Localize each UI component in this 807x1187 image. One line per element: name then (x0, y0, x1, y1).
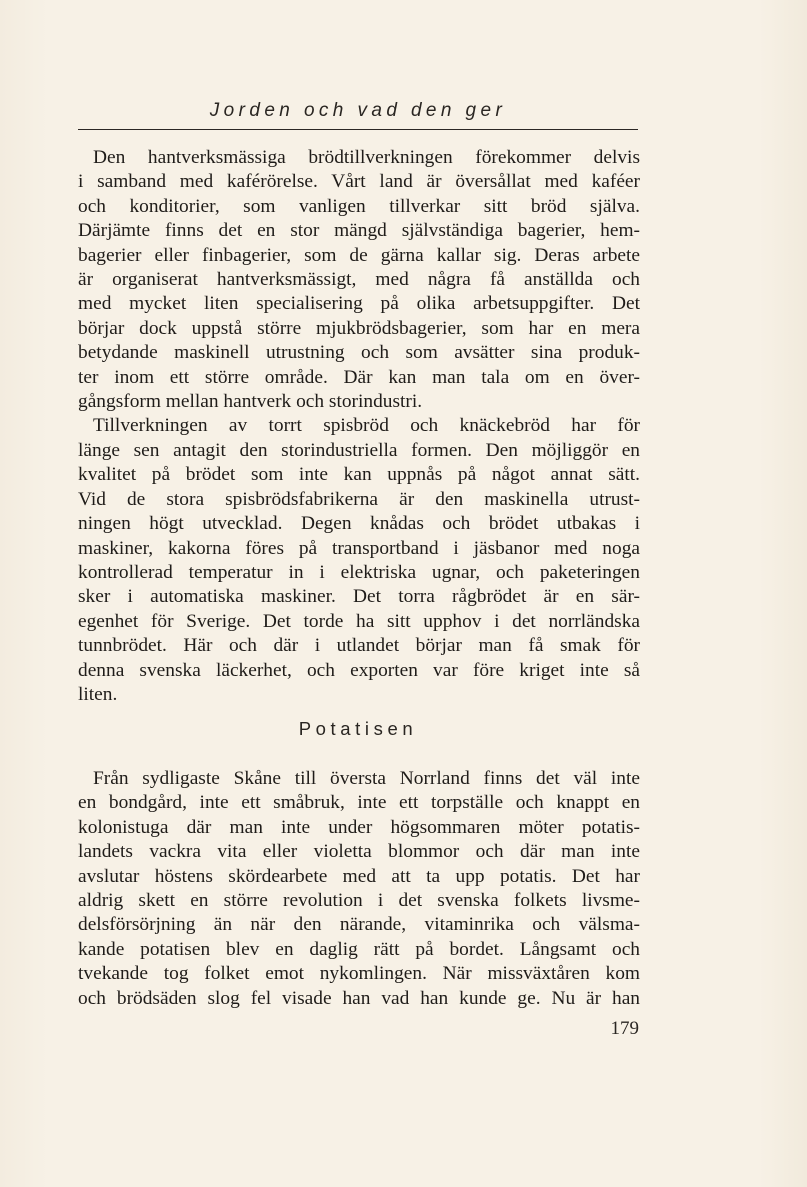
text-line: och konditorier, som vanligen tillverkar sitt bröd själva. (78, 195, 640, 217)
paragraph-bread (78, 146, 640, 707)
header-rule (78, 129, 638, 130)
paragraph-potatoes (78, 767, 640, 1011)
text-line: och brödsäden slog fel visade han vad han kunde ge. Nu är han (78, 987, 640, 1009)
text-line: sker i automatiska maskiner. Det torra rågbrödet är en sär- (78, 586, 640, 608)
text-line: i samband med kaférörelse. Vårt land är översållat med kaféer (78, 171, 640, 193)
text-line: Den hantverksmässiga brödtillverkningen förekommer delvis (93, 147, 640, 168)
text-line: Tillverkningen av torrt spisbröd och knäckebröd har för (93, 415, 640, 437)
text-line: börjar dock uppstå större mjukbrödsbagerier, som har en mera (78, 317, 640, 339)
text-line: ningen högt utvecklad. Degen knådas och brödet utbakas i (78, 513, 640, 535)
text-line: ter inom ett större område. Där kan man tala om en över- (78, 366, 640, 388)
text-line: tvekande tog folket emot nykomlingen. När missväxtåren kom (78, 963, 640, 985)
text-line: kvalitet på brödet som inte kan uppnås på något annat sätt. (78, 464, 640, 486)
text-line: kontrollerad temperatur in i elektriska ugnar, och paketeringen (78, 561, 640, 583)
text-line: är organiserat hantverksmässigt, med några få anställda och (78, 269, 640, 291)
text-line: Vid de stora spisbrödsfabrikerna är den maskinella utrust- (78, 488, 640, 510)
text-line: landets vackra vita eller violetta blommor och där man inte (78, 841, 640, 863)
running-head: Jorden och vad den ger (209, 100, 507, 121)
text-line: egenhet för Sverige. Det torde ha sitt upphov i det norrländska (78, 610, 640, 632)
text-line: en bondgård, inte ett småbruk, inte ett torpställe och knappt en (78, 792, 640, 814)
text-line: bagerier eller finbagerier, som de gärna kallar sig. Deras arbete (78, 244, 640, 266)
page-number: 179 (610, 1018, 639, 1039)
section-heading: Potatisen (298, 718, 418, 739)
text-line: Från sydligaste Skåne till översta Norrland finns det väl inte (93, 768, 640, 789)
text-line: tunnbrödet. Här och där i utlandet börjar man få smak för (78, 635, 640, 657)
text-line: kolonistuga där man inte under högsommaren möter potatis- (78, 816, 640, 838)
text-line: aldrig skett en större revolution i det svenska folkets livsme- (78, 890, 640, 912)
text-line: länge sen antagit den storindustriella formen. Den möjliggör en (78, 439, 640, 461)
text-line: gångsform mellan hantverk och storindustri. (78, 391, 423, 413)
text-line: avslutar höstens skördearbete med att ta upp potatis. Det har (78, 865, 640, 887)
text-line: Därjämte finns det en stor mängd självständiga bagerier, hem- (78, 220, 640, 242)
text-line: betydande maskinell utrustning och som avsätter sina produk- (78, 342, 640, 364)
text-line: liten. (78, 683, 118, 705)
text-line: denna svenska läckerhet, och exporten var före kriget inte så (78, 659, 640, 681)
text-line: kande potatisen blev en daglig rätt på bordet. Långsamt och (78, 938, 640, 960)
text-line: delsförsörjning än när den närande, vitaminrika och välsma- (78, 914, 640, 936)
text-line: med mycket liten specialisering på olika arbetsuppgifter. Det (78, 293, 640, 315)
text-line: maskiner, kakorna föres på transportband i jäsbanor med noga (78, 537, 640, 559)
